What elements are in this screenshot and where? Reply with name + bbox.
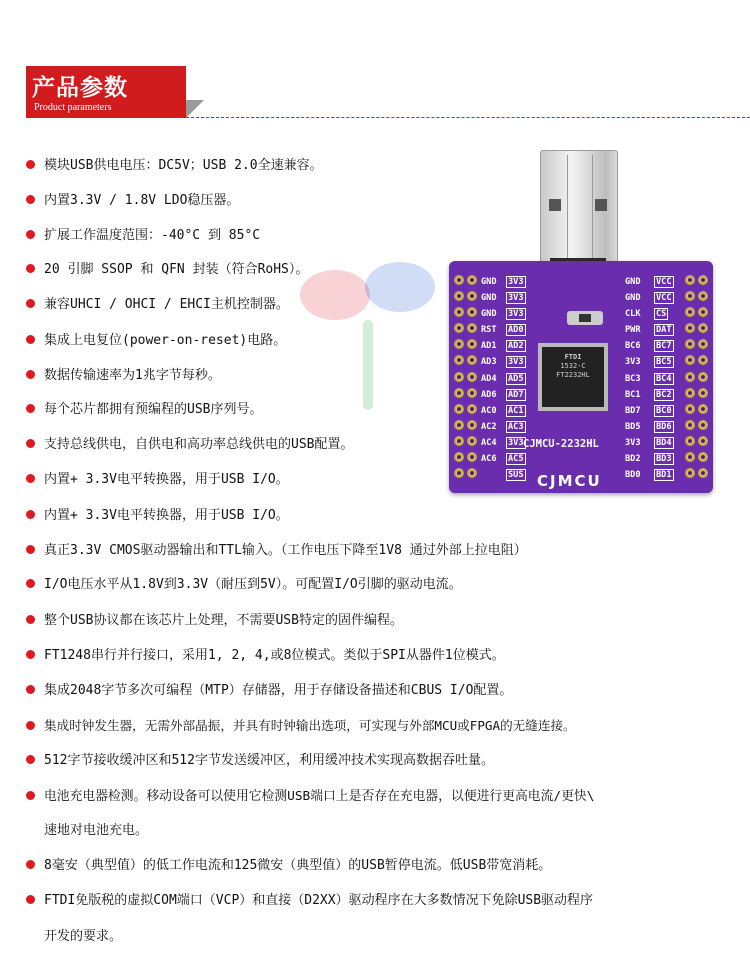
- pin-label-box: AC3: [508, 421, 524, 432]
- spec-item: [26, 399, 262, 421]
- pin-labels-right-outer: [654, 274, 674, 483]
- header-pin: [467, 339, 477, 349]
- spec-item: [26, 574, 462, 596]
- pin-label: AD6: [481, 389, 497, 400]
- pin-label: AC6: [481, 454, 497, 465]
- header-pin: [685, 388, 695, 398]
- header-pin: [467, 404, 477, 414]
- pin-label: GND: [481, 277, 497, 287]
- spec-continuation: 速地对电池充电。: [44, 823, 149, 838]
- pin-label-box: AD2: [508, 341, 524, 352]
- header-pin: [454, 355, 464, 365]
- pin-label: BC6: [625, 341, 641, 352]
- spec-item: [26, 434, 353, 456]
- pin-label-box: 3V3: [508, 309, 524, 320]
- spec-item: [26, 750, 494, 772]
- spec-item: [26, 610, 403, 632]
- pin-label-box: DAT: [656, 325, 672, 336]
- spec-text: 集成时钟发生器，无需外部晶振，并具有时钟输出选项，可实现与外部MCU或FPGA的无缝连接。: [44, 718, 576, 733]
- chip-marking-line: FTDI: [564, 353, 582, 361]
- spec-item: [26, 469, 289, 491]
- pin-label: [506, 290, 526, 306]
- header-pin: [467, 420, 477, 430]
- pin-label: [506, 467, 526, 483]
- header-pin: [467, 275, 477, 285]
- header-pin: [685, 291, 695, 301]
- header-pin: [685, 355, 695, 365]
- spec-item: [26, 645, 505, 667]
- header-pin: [685, 404, 695, 414]
- pin-label-box: 3V3: [508, 277, 524, 287]
- pin-label-box: BC2: [656, 389, 672, 400]
- pcb-board: [449, 261, 713, 493]
- bullet-icon: [26, 510, 35, 519]
- pin-label-box: 3V3: [508, 437, 524, 448]
- pin-label-box: BC7: [656, 341, 672, 352]
- header-pin: [685, 420, 695, 430]
- header-divider: [186, 117, 750, 118]
- pin-label: [654, 274, 674, 290]
- spec-text: 扩展工作温度范围：-40°C 到 85°C: [44, 228, 261, 243]
- header-pin: [685, 323, 695, 333]
- spec-text: 集成上电复位(power-on-reset)电路。: [44, 333, 287, 348]
- header-pin: [698, 291, 708, 301]
- spec-item: [26, 786, 594, 808]
- bullet-icon: [26, 755, 35, 764]
- pin-label: AD1: [481, 341, 497, 352]
- chip-marking-line: FT2232HL: [556, 371, 590, 379]
- section-title: 产品参数: [32, 75, 128, 101]
- header-pin: [454, 323, 464, 333]
- bullet-icon: [26, 404, 35, 413]
- bullet-icon: [26, 335, 35, 344]
- spec-text: 数据传输速率为1兆字节每秒。: [44, 368, 221, 383]
- header-pin: [685, 307, 695, 317]
- header-pin: [454, 307, 464, 317]
- pin-label: [654, 451, 674, 467]
- header-pin: [467, 307, 477, 317]
- spec-text: FT1248串行并行接口，采用1, 2, 4,或8位模式。类似于SPI从器件1位模式。: [44, 648, 505, 663]
- pin-label: [506, 274, 526, 290]
- pin-label: [654, 306, 674, 322]
- header-pin: [698, 452, 708, 462]
- pin-label: AC2: [481, 421, 497, 432]
- pin-label: [654, 322, 674, 338]
- pin-label: [506, 371, 526, 387]
- header-pin: [467, 372, 477, 382]
- header-pin: [685, 436, 695, 446]
- pin-label: [654, 354, 674, 370]
- header-pin: [454, 468, 464, 478]
- header-pin: [685, 452, 695, 462]
- spec-text: FTDI免版税的虚拟COM端口（VCP）和直接（D2XX）驱动程序在大多数情况下免除USB驱动程序: [44, 893, 594, 908]
- header-pin: [698, 372, 708, 382]
- pin-labels-left-outer: [481, 274, 497, 467]
- spec-text: 内置3.3V / 1.8V LDO稳压器。: [44, 193, 240, 208]
- header-pin: [698, 275, 708, 285]
- pin-label-box: VCC: [656, 277, 672, 287]
- header-pin: [467, 436, 477, 446]
- bullet-icon: [26, 685, 35, 694]
- pin-label: [506, 338, 526, 354]
- header-pin: [454, 291, 464, 301]
- header-pin: [467, 323, 477, 333]
- header-pin: [698, 436, 708, 446]
- header-pin: [685, 372, 695, 382]
- spec-text: I/O电压水平从1.8V到3.3V（耐压到5V）。可配置I/O引脚的驱动电流。: [44, 577, 462, 592]
- pin-label: GND: [481, 309, 497, 320]
- bullet-icon: [26, 579, 35, 588]
- spec-text: 真正3.3V CMOS驱动器输出和TTL输入。（工作电压下降至1V8 通过外部上拉电阻）: [44, 543, 527, 558]
- spec-text: 内置+ 3.3V电平转换器，用于USB I/O。: [44, 508, 289, 523]
- spec-item: [26, 890, 593, 912]
- bullet-icon: [26, 195, 35, 204]
- header-pin: [454, 452, 464, 462]
- bullet-icon: [26, 650, 35, 659]
- pin-label: [654, 290, 674, 306]
- pin-label-box: BD6: [656, 421, 672, 432]
- spec-text: 集成2048字节多次可编程（MTP）存储器，用于存储设备描述和CBUS I/O配置。: [44, 683, 513, 698]
- spec-item: [26, 155, 323, 177]
- header-pin: [454, 420, 464, 430]
- spec-continuation: 开发的要求。: [44, 929, 123, 944]
- header-pin: [698, 355, 708, 365]
- bullet-icon: [26, 474, 35, 483]
- spec-text: 每个芯片都拥有预编程的USB序列号。: [44, 402, 263, 417]
- pin-labels-left-inner: [506, 274, 526, 483]
- pin-label: [654, 467, 674, 483]
- header-pin: [454, 436, 464, 446]
- spec-item: [26, 294, 289, 316]
- section-header: [26, 66, 186, 118]
- header-pin: [454, 275, 464, 285]
- pin-label-box: AD0: [508, 325, 524, 336]
- pin-label: RST: [481, 325, 497, 336]
- spec-item: [26, 225, 260, 247]
- pin-label: GND: [481, 293, 497, 304]
- header-pin: [454, 372, 464, 382]
- pin-header-left-inner: [467, 275, 477, 484]
- pin-label: [654, 371, 674, 387]
- board-brand: CJMCU: [537, 472, 602, 490]
- watermark-logo: [300, 270, 370, 320]
- spec-item: [26, 190, 239, 212]
- pin-label: PWR: [625, 325, 641, 336]
- bullet-icon: [26, 160, 35, 169]
- pin-label: AD4: [481, 373, 497, 384]
- pin-label: AC0: [481, 405, 497, 416]
- spec-item: [26, 330, 286, 352]
- watermark-logo-petal-blue: [365, 262, 435, 312]
- pin-label: BD7: [625, 405, 641, 416]
- spec-item: [26, 715, 576, 737]
- header-pin: [467, 291, 477, 301]
- header-pin: [685, 468, 695, 478]
- chip-marking: [547, 353, 599, 380]
- pin-label: BD2: [625, 454, 641, 465]
- pin-label: [506, 403, 526, 419]
- pin-label: [506, 419, 526, 435]
- spec-item: [26, 855, 551, 877]
- pin-label-box: AC5: [508, 454, 524, 465]
- pin-label: [506, 322, 526, 338]
- header-pin: [698, 339, 708, 349]
- bullet-icon: [26, 230, 35, 239]
- pin-label: [506, 306, 526, 322]
- pin-label: [506, 451, 526, 467]
- bullet-icon: [26, 615, 35, 624]
- header-pin: [698, 420, 708, 430]
- pin-label-box: BD1: [656, 470, 672, 481]
- spec-text: 20 引脚 SSOP 和 QFN 封装（符合RoHS）。: [44, 262, 309, 277]
- pin-header-left-outer: [454, 275, 464, 484]
- pin-label-box: AD5: [508, 373, 524, 384]
- bullet-icon: [26, 721, 35, 730]
- pin-header-right-inner: [685, 275, 695, 484]
- header-pin: [698, 388, 708, 398]
- header-pin: [698, 323, 708, 333]
- header-pin: [454, 388, 464, 398]
- pin-label: BD5: [625, 421, 641, 432]
- bullet-icon: [26, 895, 35, 904]
- pin-label-box: BD3: [656, 454, 672, 465]
- pin-label: GND: [625, 293, 641, 304]
- pin-label-box: AC1: [508, 405, 524, 416]
- usb-plug: [540, 150, 618, 264]
- bullet-icon: [26, 264, 35, 273]
- pin-label-box: SUS: [508, 470, 524, 481]
- pin-label-box: BD4: [656, 437, 672, 448]
- pin-label: [654, 387, 674, 403]
- spec-text: 电池充电器检测。移动设备可以使用它检测USB端口上是否存在充电器，以便进行更高电流/更快\: [44, 789, 595, 804]
- pin-label: [654, 338, 674, 354]
- chip-marking-line: 1532-C: [560, 362, 586, 370]
- watermark-logo-stem: [363, 320, 373, 410]
- spec-text: 模块USB供电电压：DC5V；USB 2.0全速兼容。: [44, 158, 323, 173]
- pin-label-box: BC5: [656, 357, 672, 368]
- pin-label: [654, 435, 674, 451]
- header-pin: [467, 355, 477, 365]
- header-pin: [698, 468, 708, 478]
- pin-label: [506, 354, 526, 370]
- pin-label-box: VCC: [656, 293, 672, 304]
- pin-label: 3V3: [625, 357, 641, 368]
- spec-item: [26, 540, 527, 562]
- pin-label: [506, 387, 526, 403]
- spec-item: [26, 365, 221, 387]
- header-pin: [698, 404, 708, 414]
- spec-text: 兼容UHCI / OHCI / EHCI主机控制器。: [44, 297, 289, 312]
- spec-text: 8毫安（典型值）的低工作电流和125微安（典型值）的USB暂停电流。低USB带宽消耗。: [44, 858, 552, 873]
- pin-label: [654, 419, 674, 435]
- bullet-icon: [26, 370, 35, 379]
- pin-header-right-outer: [698, 275, 708, 484]
- header-pin: [467, 452, 477, 462]
- spec-item: [26, 680, 512, 702]
- spec-text: 内置+ 3.3V电平转换器，用于USB I/O。: [44, 472, 289, 487]
- pin-label-box: BC4: [656, 373, 672, 384]
- pin-label: [654, 403, 674, 419]
- header-pin: [454, 339, 464, 349]
- pin-label: GND: [625, 277, 641, 287]
- pin-label-box: CS: [656, 309, 667, 320]
- bullet-icon: [26, 439, 35, 448]
- crystal-oscillator: [567, 311, 603, 325]
- pin-label-box: 3V3: [508, 357, 524, 368]
- header-pin: [685, 275, 695, 285]
- section-subtitle: Product parameters: [34, 102, 112, 113]
- pin-label-box: AD7: [508, 389, 524, 400]
- pin-label-box: 3V3: [508, 293, 524, 304]
- spec-item: [26, 259, 308, 281]
- pin-label: BC3: [625, 373, 641, 384]
- header-pin: [685, 339, 695, 349]
- header-pin: [467, 468, 477, 478]
- header-fold-decoration: [186, 100, 204, 118]
- pin-labels-right-inner: [625, 274, 641, 483]
- spec-text: 512字节接收缓冲区和512字节发送缓冲区，利用缓冲技术实现高数据吞吐量。: [44, 753, 494, 768]
- spec-item: [26, 505, 289, 527]
- pin-label-box: BC0: [656, 405, 672, 416]
- spec-text: 支持总线供电，自供电和高功率总线供电的USB配置。: [44, 437, 354, 452]
- pin-label: 3V3: [625, 437, 641, 448]
- pin-label: BD0: [625, 470, 641, 481]
- pin-label: BC1: [625, 389, 641, 400]
- bullet-icon: [26, 791, 35, 800]
- pin-label: AC4: [481, 437, 497, 448]
- board-model-name: CJMCU-2232HL: [523, 438, 599, 450]
- pin-label: AD3: [481, 357, 497, 368]
- header-pin: [454, 404, 464, 414]
- header-pin: [467, 388, 477, 398]
- spec-text: 整个USB协议都在该芯片上处理，不需要USB特定的固件编程。: [44, 613, 403, 628]
- bullet-icon: [26, 860, 35, 869]
- bullet-icon: [26, 545, 35, 554]
- header-pin: [698, 307, 708, 317]
- pin-label: CLK: [625, 309, 641, 320]
- bullet-icon: [26, 299, 35, 308]
